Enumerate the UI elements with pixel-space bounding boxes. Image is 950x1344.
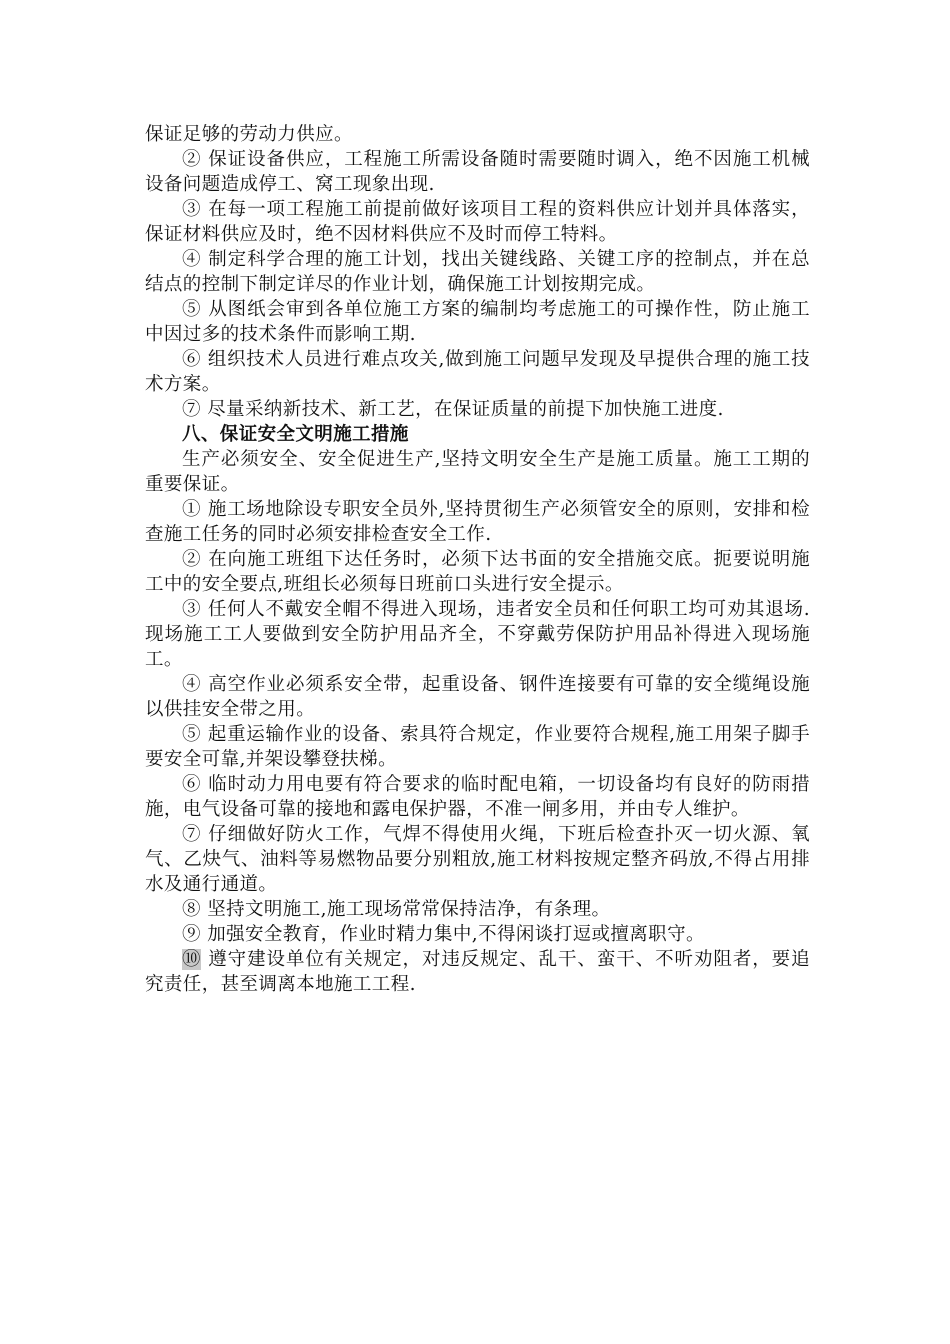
item-marker: ⑤ bbox=[182, 299, 202, 320]
item-marker: ④ bbox=[182, 674, 202, 695]
item-marker: ③ bbox=[182, 199, 202, 220]
item-text: 从图纸会审到各单位施工方案的编制均考虑施工的可操作性，防止施工中因过多的技术条件而影响工期. bbox=[145, 299, 811, 345]
item-marker: ② bbox=[182, 149, 202, 170]
item-marker-highlighted: ⑩ bbox=[182, 949, 202, 970]
list-item bbox=[145, 547, 810, 597]
item-text: 尽量采纳新技术、新工艺，在保证质量的前提下加快施工进度. bbox=[207, 399, 724, 420]
item-marker: ② bbox=[182, 549, 202, 570]
list-item bbox=[145, 897, 810, 922]
list-item bbox=[145, 297, 810, 347]
list-item bbox=[145, 347, 810, 397]
item-marker: ⑦ bbox=[182, 824, 202, 845]
list-item bbox=[145, 147, 810, 197]
item-text: 保证设备供应，工程施工所需设备随时需要随时调入，绝不因施工机械设备问题造成停工、窝工现象出现. bbox=[145, 149, 811, 195]
list-item bbox=[145, 772, 810, 822]
item-marker: ⑧ bbox=[182, 899, 201, 920]
item-marker: ⑤ bbox=[182, 724, 202, 745]
item-marker: ⑨ bbox=[182, 924, 201, 945]
item-marker: ④ bbox=[182, 249, 202, 270]
list-item bbox=[145, 597, 810, 672]
item-marker: ⑥ bbox=[182, 774, 202, 795]
list-item bbox=[145, 922, 810, 947]
list-item bbox=[145, 672, 810, 722]
document-page bbox=[145, 122, 810, 997]
item-text: 仔细做好防火工作，气焊不得使用火绳，下班后检查扑灭一切火源、氧气、乙炔气、油料等易燃物品要分别粗放,施工材料按规定整齐码放,不得占用排水及通行通道。 bbox=[145, 824, 811, 895]
paragraph-labor-supply: 保证足够的劳动力供应。 bbox=[145, 124, 353, 145]
item-text: 任何人不戴安全帽不得进入现场，违者安全员和任何职工均可劝其退场.现场施工工人要做到安全防护用品齐全，不穿戴劳保防护用品补得进入现场施工。 bbox=[145, 599, 811, 670]
item-text: 在向施工班组下达任务时，必须下达书面的安全措施交底。扼要说明施工中的安全要点,班组长必须每日班前口头进行安全提示。 bbox=[145, 549, 811, 595]
list-item bbox=[145, 247, 810, 297]
item-text: 在每一项工程施工前提前做好该项目工程的资料供应计划并具体落实，保证材料供应及时，绝不因材料供应不及时而停工特料。 bbox=[145, 199, 811, 245]
list-item bbox=[145, 197, 810, 247]
item-text: 坚持文明施工,施工现场常常保持洁净，有条理。 bbox=[207, 899, 611, 920]
item-text: 高空作业必须系安全带，起重设备、钢件连接要有可靠的安全缆绳设施以供挂安全带之用。 bbox=[145, 674, 811, 720]
item-text: 临时动力用电要有符合要求的临时配电箱，一切设备均有良好的防雨措施，电气设备可靠的接地和露电保护器，不准一闸多用，并由专人维护。 bbox=[145, 774, 811, 820]
list-item bbox=[145, 497, 810, 547]
item-text: 组织技术人员进行难点攻关,做到施工问题早发现及早提供合理的施工技术方案。 bbox=[145, 349, 811, 395]
item-marker: ⑦ bbox=[182, 399, 201, 420]
item-marker: ⑥ bbox=[182, 349, 202, 370]
item-text: 制定科学合理的施工计划，找出关键线路、关键工序的控制点，并在总结点的控制下制定详尽的作业计划，确保施工计划按期完成。 bbox=[145, 249, 811, 295]
list-item bbox=[145, 397, 810, 422]
item-text: 起重运输作业的设备、索具符合规定，作业要符合规程,施工用架子脚手要安全可靠,并架设攀登扶梯。 bbox=[145, 724, 811, 770]
item-text: 加强安全教育，作业时精力集中,不得闲谈打逗或擅离职守。 bbox=[207, 924, 705, 945]
section-intro: 生产必须安全、安全促进生产,坚持文明安全生产是施工质量。施工工期的重要保证。 bbox=[145, 449, 810, 495]
item-marker: ③ bbox=[182, 599, 202, 620]
section-heading: 八、保证安全文明施工措施 bbox=[182, 424, 409, 445]
list-item bbox=[145, 722, 810, 772]
item-marker: ① bbox=[182, 499, 202, 520]
item-text: 遵守建设单位有关规定，对违反规定、乱干、蛮干、不听劝阻者，要追究责任，甚至调离本地施工工程. bbox=[145, 949, 811, 995]
list-item bbox=[145, 947, 810, 997]
list-item bbox=[145, 822, 810, 897]
item-text: 施工场地除设专职安全员外,坚持贯彻生产必须管安全的原则，安排和检查施工任务的同时必须安排检查安全工作. bbox=[145, 499, 811, 545]
